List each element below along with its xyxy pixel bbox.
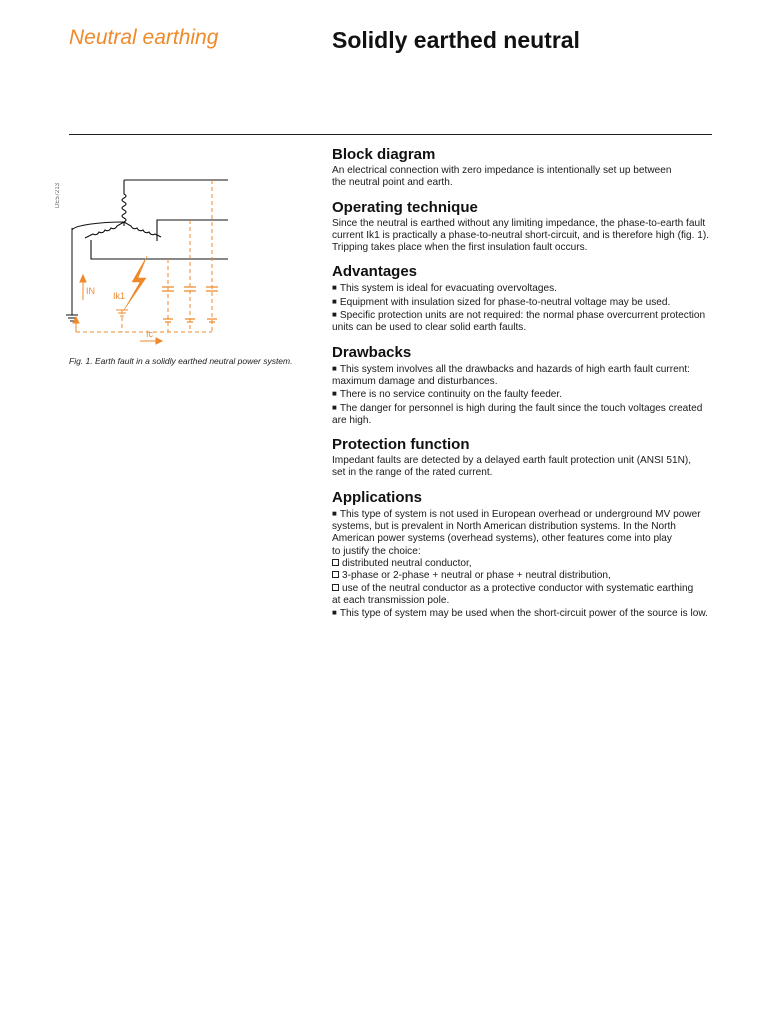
heading-operating-technique: Operating technique — [332, 198, 478, 216]
list-item: ■ This type of system may be used when the short-circuit power of the source is low. — [332, 608, 708, 620]
bullet-square-icon: ■ — [332, 310, 337, 320]
text-line: current Ik1 is practically a phase-to-neutral short-circuit, and is therefore high (fig. 1). — [332, 229, 709, 241]
bullet-square-icon: ■ — [332, 508, 337, 518]
bullet-square-icon: ■ — [332, 296, 337, 306]
bullet-square-icon: ■ — [332, 608, 337, 618]
applications-section — [332, 489, 717, 621]
return-arrow — [73, 317, 79, 332]
list-item-continuation: maximum damage and disturbances. — [332, 375, 498, 387]
page-title: Solidly earthed neutral — [332, 27, 580, 53]
heading-applications: Applications — [332, 488, 423, 506]
label-in: IN — [86, 286, 95, 296]
transformer-winding — [85, 180, 228, 259]
drawbacks-list — [332, 363, 717, 427]
advantages-list — [332, 282, 717, 334]
label-ic: Ic — [146, 329, 154, 339]
list-item: ■ This type of system is not used in European overhead or underground MV power — [332, 508, 701, 520]
heading-drawbacks: Drawbacks — [332, 343, 412, 361]
hollow-square-bullet-icon — [332, 559, 339, 566]
protection-function-section — [332, 436, 717, 480]
hollow-square-bullet-icon — [332, 571, 339, 578]
drawbacks-section — [332, 344, 717, 427]
list-item-continuation: units can be used to clear solid earth faults. — [332, 322, 527, 334]
lightning-fault-icon — [124, 256, 147, 310]
heading-advantages: Advantages — [332, 263, 418, 281]
bullet-square-icon: ■ — [332, 283, 337, 293]
block-diagram-text — [332, 165, 717, 190]
advantages-section — [332, 263, 717, 334]
text-line: the neutral point and earth. — [332, 177, 453, 189]
operating-technique-text — [332, 218, 717, 255]
content-column — [332, 146, 717, 629]
hollow-square-bullet-icon — [332, 584, 339, 591]
label-ik1: Ik1 — [113, 291, 126, 301]
fault-current-paths — [76, 180, 212, 332]
sub-list-item: use of the neutral conductor as a protective conductor with systematic earthing — [332, 583, 717, 595]
bullet-square-icon: ■ — [332, 363, 337, 373]
list-item-continuation: systems, but is prevalent in North American distribution systems. In the North — [332, 521, 676, 533]
text-line: Tripping takes place when the first insulation fault occurs. — [332, 242, 588, 254]
heading-protection-function: Protection function — [332, 436, 470, 454]
heading-block-diagram: Block diagram — [332, 146, 436, 163]
figure-code: DE57213 — [55, 182, 61, 208]
list-item-continuation: at each transmission pole. — [332, 594, 450, 606]
list-item: ■ This system involves all the drawbacks and hazards of high earth fault current: — [332, 363, 690, 375]
text-line: An electrical connection with zero impedance is intentionally set up between — [332, 165, 672, 176]
figure-caption: Fig. 1. Earth fault in a solidly earthed neutral power system. — [69, 356, 293, 366]
neutral-earth-conductor — [66, 222, 124, 321]
text-line: set in the range of the rated current. — [332, 467, 493, 479]
list-item-continuation: American power systems (overhead systems), other features come into play — [332, 533, 672, 545]
text-line: Since the neutral is earthed without any limiting impedance, the phase-to-earth fault — [332, 217, 706, 229]
applications-list — [332, 508, 717, 621]
list-item-continuation: to justify the choice: — [332, 545, 421, 557]
list-item: ■ Equipment with insulation sized for phase-to-neutral voltage may be used. — [332, 296, 671, 308]
list-item: ■ The danger for personnel is high during the fault since the touch voltages created — [332, 402, 703, 414]
text-line: Impedant faults are detected by a delayed earth fault protection unit (ANSI 51N), — [332, 455, 692, 467]
list-item: ■ There is no service continuity on the faulty feeder. — [332, 389, 563, 401]
list-item: ■ This system is ideal for evacuating overvoltages. — [332, 283, 557, 295]
section-label: Neutral earthing — [69, 26, 219, 49]
block-diagram-section — [332, 146, 717, 190]
bullet-square-icon: ■ — [332, 389, 337, 399]
sub-list-item: distributed neutral conductor, — [332, 558, 717, 570]
operating-technique-section — [332, 199, 717, 255]
list-item: ■ Specific protection units are not required: the normal phase overcurrent protection — [332, 310, 706, 322]
earth-fault-diagram — [60, 170, 235, 350]
list-item-continuation: are high. — [332, 414, 372, 426]
sub-list-item: 3-phase or 2-phase + neutral or phase + neutral distribution, — [332, 570, 717, 582]
bullet-square-icon: ■ — [332, 402, 337, 412]
protection-function-text — [332, 455, 717, 480]
header-divider — [69, 134, 712, 135]
